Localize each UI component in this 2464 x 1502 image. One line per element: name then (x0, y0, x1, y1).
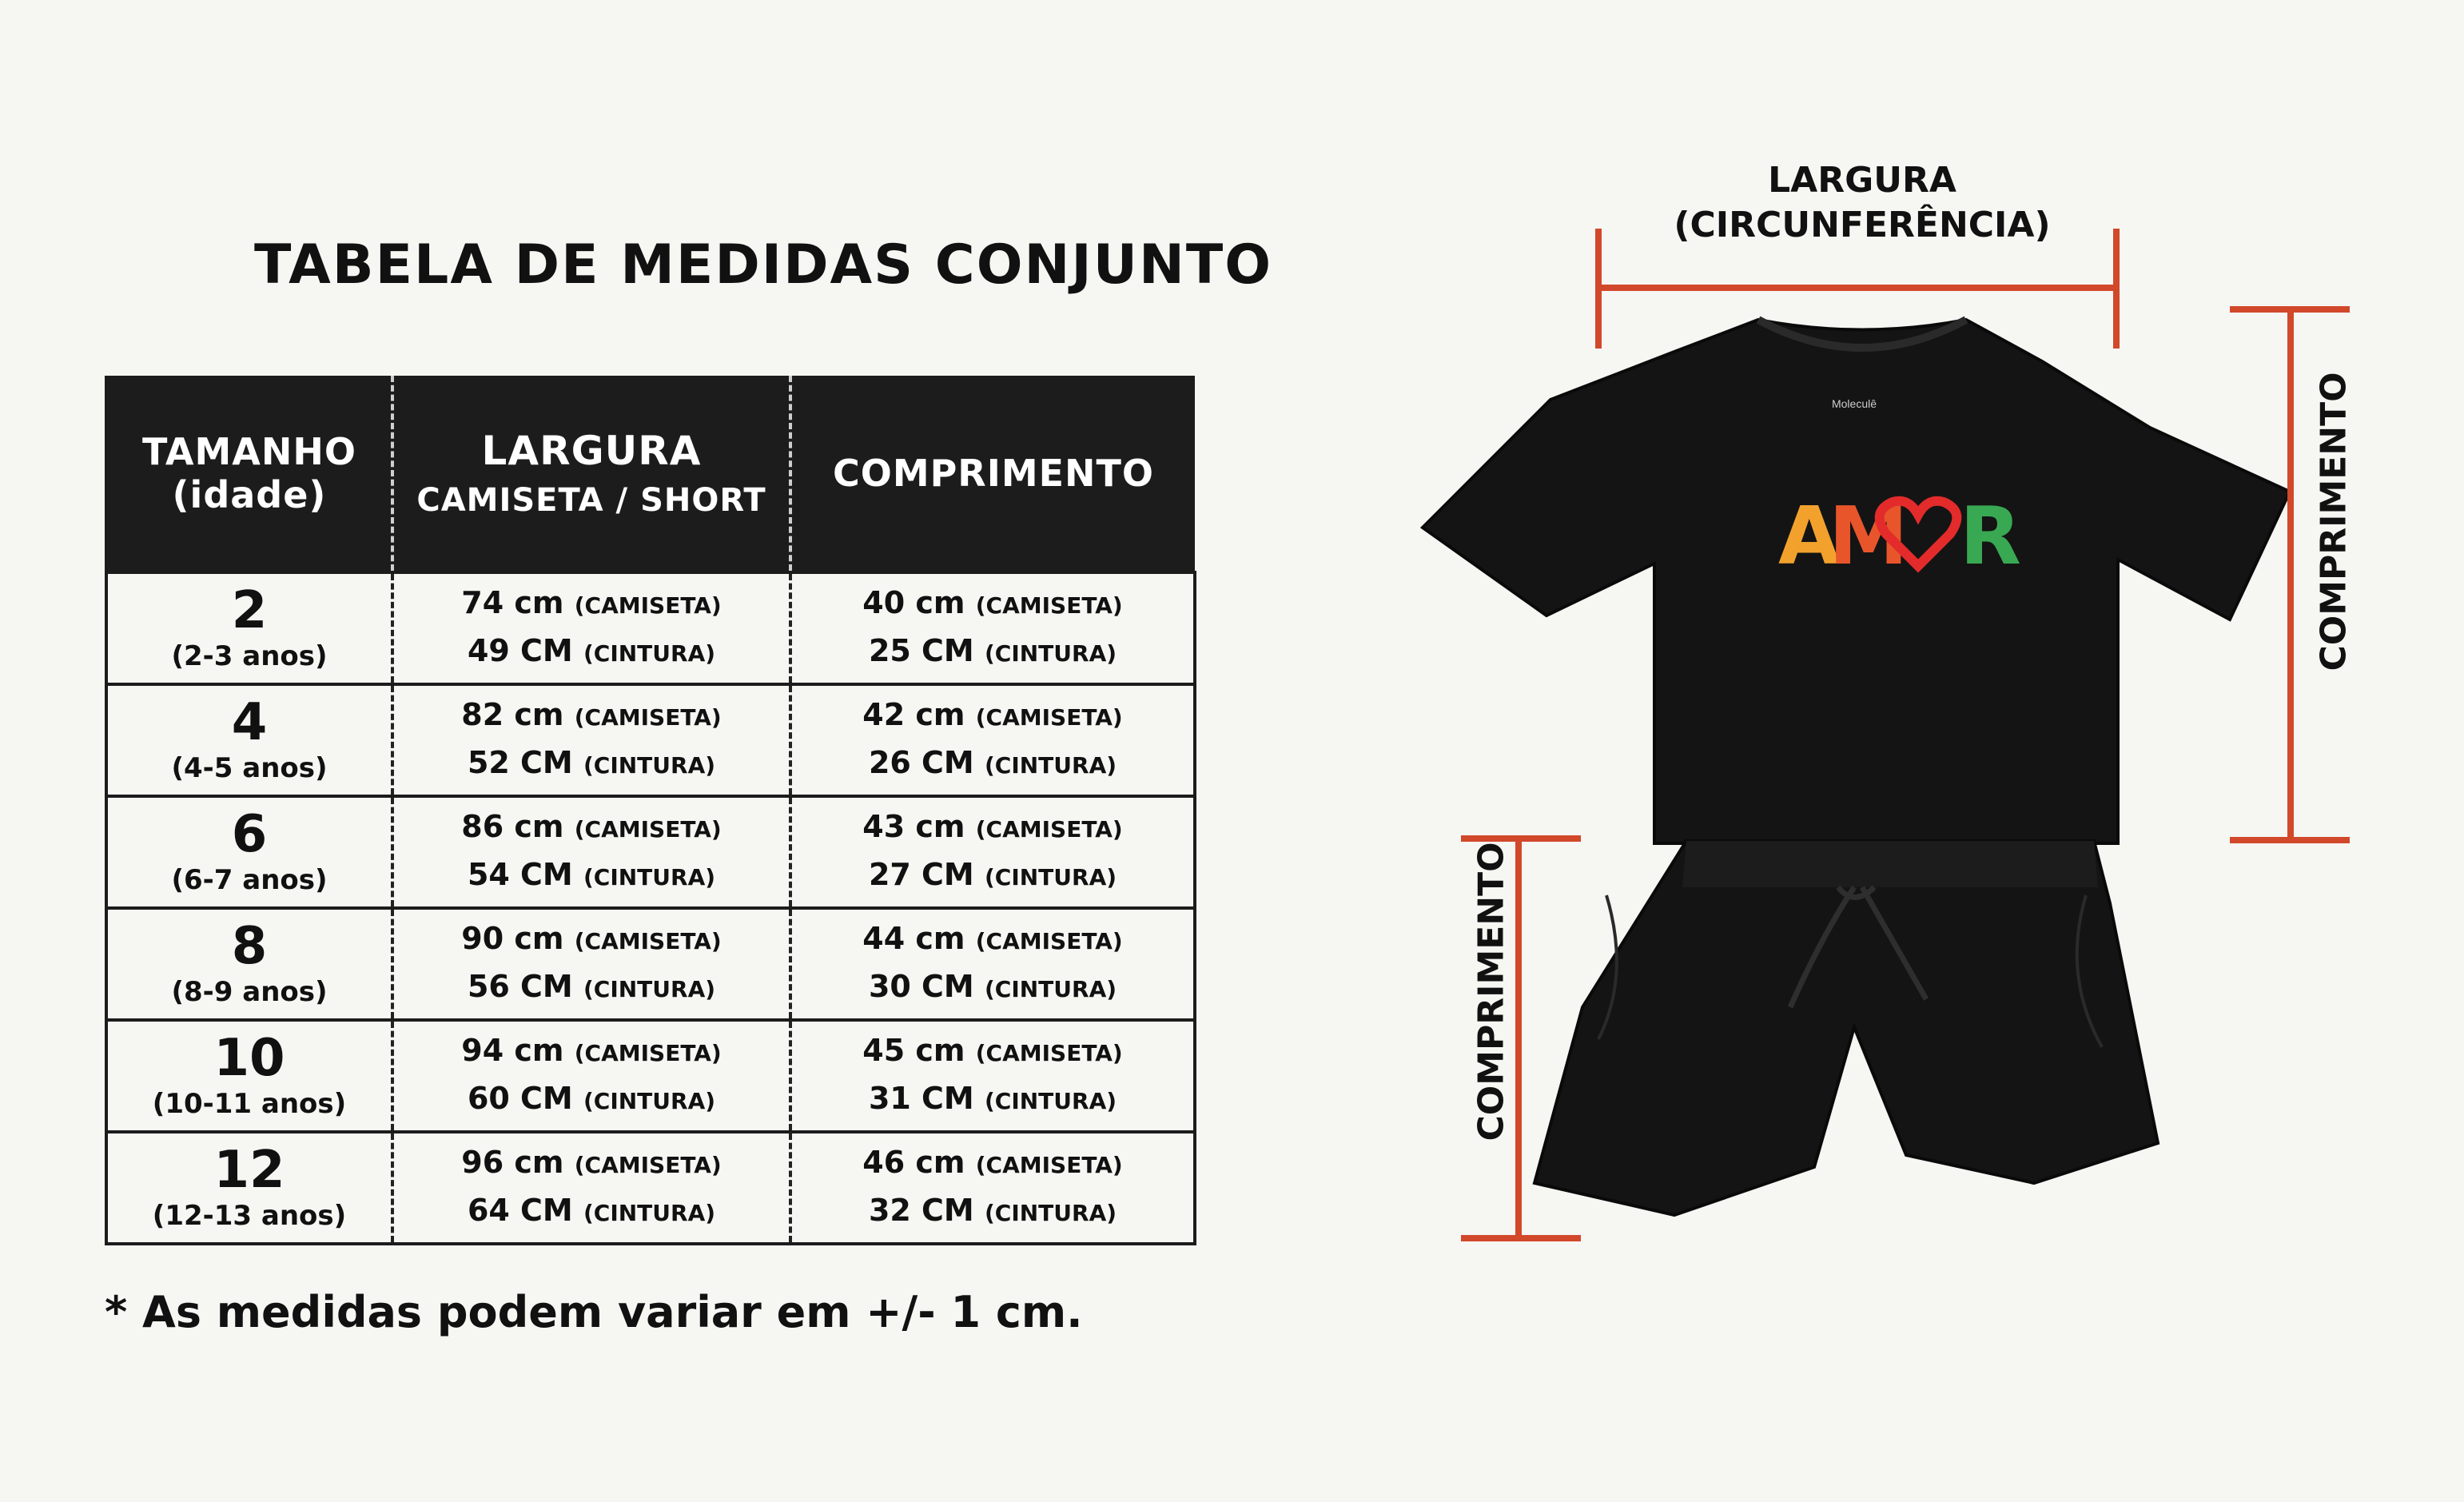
width-label-line2: (CIRCUNFERÊNCIA) (1674, 205, 2051, 245)
size-age: (4-5 anos) (171, 752, 328, 784)
length-short-value: 26 CM (868, 745, 974, 780)
shirt-length-label: COMPRIMENTO (2313, 372, 2355, 671)
waist-note: (CINTURA) (984, 976, 1117, 1002)
size-age: (12-13 anos) (152, 1200, 347, 1232)
shirt-note: (CAMISETA) (574, 1040, 722, 1066)
width-shirt-value: 86 cm (461, 809, 564, 844)
size-number: 6 (231, 805, 268, 864)
shirt-note: (CAMISETA) (574, 1152, 722, 1178)
shirt-note: (CAMISETA) (975, 1152, 1123, 1178)
header-size-sub: (idade) (172, 473, 327, 516)
shirt-note: (CAMISETA) (975, 928, 1123, 954)
length-shirt-value: 44 cm (862, 921, 965, 956)
width-shirt-value: 90 cm (461, 921, 564, 956)
width-short-value: 64 CM (467, 1193, 573, 1228)
shirt-note: (CAMISETA) (574, 592, 722, 619)
width-shirt-value: 82 cm (461, 697, 564, 732)
length-shirt-value: 43 cm (862, 809, 965, 844)
short-length-dim-line (1515, 838, 1522, 1241)
footnote: * As medidas podem variar em +/- 1 cm. (105, 1287, 1083, 1337)
print-letter-m: M (1829, 489, 1909, 583)
width-short-value: 49 CM (467, 633, 573, 668)
shirt-note: (CAMISETA) (975, 704, 1123, 731)
size-number: 4 (231, 693, 268, 752)
waist-note: (CINTURA) (583, 1088, 716, 1114)
length-short-value: 27 CM (868, 857, 974, 892)
shirt-length-dim-line (2287, 309, 2294, 841)
waist-note: (CINTURA) (583, 976, 716, 1002)
width-short-value: 52 CM (467, 745, 573, 780)
header-size-label: TAMANHO (142, 430, 356, 473)
length-short-value: 32 CM (868, 1193, 974, 1228)
width-shirt-value: 94 cm (461, 1033, 564, 1068)
header-width-label: LARGURA (481, 428, 702, 474)
width-short-value: 54 CM (467, 857, 573, 892)
size-age: (8-9 anos) (171, 976, 328, 1008)
length-short-value: 31 CM (868, 1081, 974, 1116)
shirt-note: (CAMISETA) (975, 816, 1123, 843)
short-length-tick-top (1461, 835, 1581, 842)
width-shirt-value: 96 cm (461, 1145, 564, 1180)
shirt-length-tick-bottom (2230, 837, 2350, 843)
length-short-value: 30 CM (868, 969, 974, 1004)
length-shirt-value: 45 cm (862, 1033, 965, 1068)
shirt-note: (CAMISETA) (975, 592, 1123, 619)
header-length-label: COMPRIMENTO (832, 452, 1155, 495)
waist-note: (CINTURA) (984, 864, 1117, 890)
size-number: 2 (231, 581, 268, 640)
print-letter-a: A (1778, 489, 1841, 583)
waist-note: (CINTURA) (984, 752, 1117, 779)
waist-note: (CINTURA) (583, 752, 716, 779)
size-number: 12 (213, 1141, 285, 1200)
length-shirt-value: 40 cm (862, 585, 965, 620)
waist-note: (CINTURA) (984, 640, 1117, 667)
header-width-sub: CAMISETA / SHORT (416, 482, 766, 519)
waist-note: (CINTURA) (583, 1200, 716, 1226)
width-short-value: 56 CM (467, 969, 573, 1004)
print-letter-r: R (1960, 489, 2022, 583)
shirt-note: (CAMISETA) (574, 928, 722, 954)
width-label-line1: LARGURA (1768, 160, 1956, 201)
width-dim-line (1595, 285, 2120, 291)
waist-note: (CINTURA) (583, 864, 716, 890)
size-age: (6-7 anos) (171, 864, 328, 896)
shirt-note: (CAMISETA) (574, 704, 722, 731)
width-dim-label (1598, 158, 2126, 248)
length-short-value: 25 CM (868, 633, 974, 668)
waist-note: (CINTURA) (583, 640, 716, 667)
shirt-note: (CAMISETA) (975, 1040, 1123, 1066)
waist-note: (CINTURA) (984, 1088, 1117, 1114)
length-shirt-value: 42 cm (862, 697, 965, 732)
waist-note: (CINTURA) (984, 1200, 1117, 1226)
size-age: (2-3 anos) (171, 640, 328, 672)
short-length-tick-bottom (1461, 1235, 1581, 1241)
size-age: (10-11 anos) (152, 1088, 347, 1120)
brand-tag: Moleculê (1831, 397, 1877, 410)
size-number: 8 (231, 917, 268, 976)
length-shirt-value: 46 cm (862, 1145, 965, 1180)
shirt-length-tick-top (2230, 306, 2350, 313)
size-number: 10 (213, 1029, 285, 1088)
width-shirt-value: 74 cm (461, 585, 564, 620)
short-length-label: COMPRIMENTO (1471, 842, 1512, 1141)
shirt-note: (CAMISETA) (574, 816, 722, 843)
shorts-waistband (1682, 841, 2098, 887)
page-title: TABELA DE MEDIDAS CONJUNTO (254, 233, 1273, 297)
width-short-value: 60 CM (467, 1081, 573, 1116)
